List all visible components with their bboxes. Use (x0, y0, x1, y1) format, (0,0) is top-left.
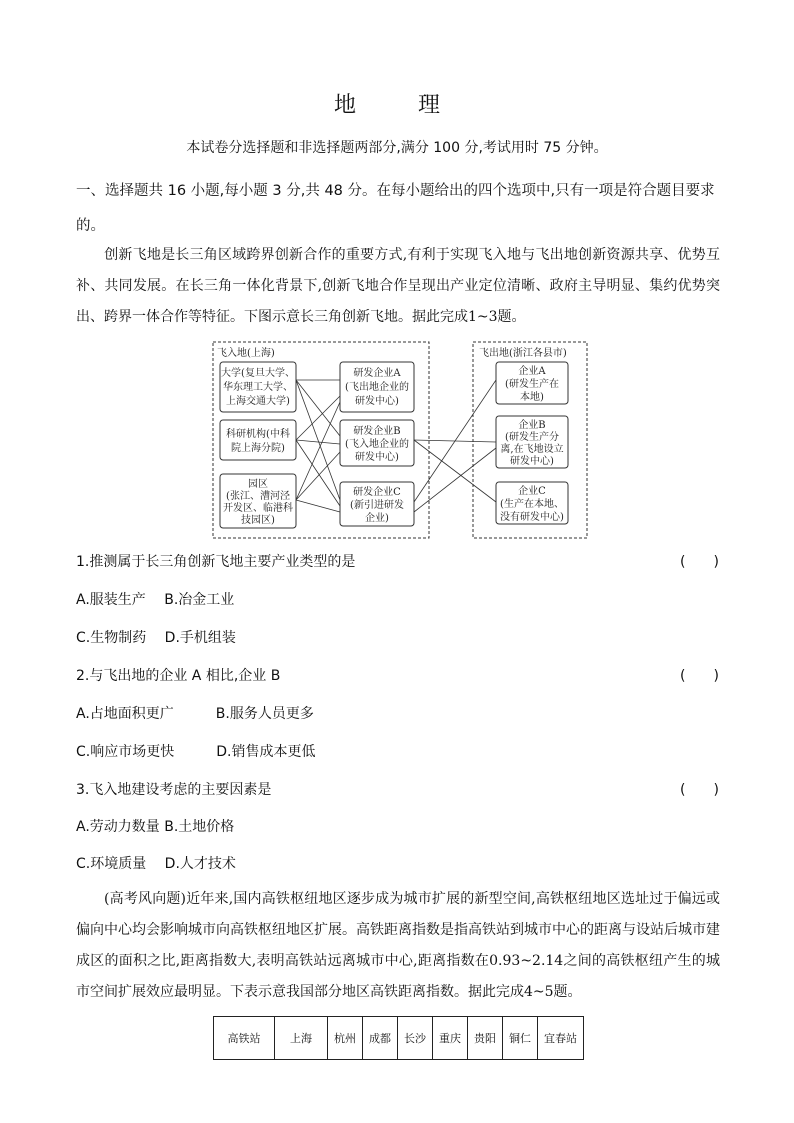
middle-box-1-line-3: 研发中心) (355, 396, 399, 407)
middle-box-2-line-2: (飞入地企业的 (345, 439, 409, 450)
question-3-options-row-2: C.环境质量 D.人才技术 (76, 856, 236, 872)
question-1-stem: 1.推测属于长三角创新飞地主要产业类型的是 (76, 554, 356, 570)
right-box-3-line-3: 没有研发中心) (500, 512, 564, 523)
middle-box-3-line-1: 研发企业C (353, 487, 401, 498)
middle-box-2-line-1: 研发企业B (353, 426, 401, 437)
passage-2: (高考风向题)近年来,国内高铁枢纽地区逐步成为城市扩展的新型空间,高铁枢纽地区选址过于偏远或偏向中心均会影响城市向高铁枢纽地区扩展。高铁距离指数是指高铁站到城市中心的距离与设站后城市建成区的面积之比,距离指数大,表明高铁站远离城市中心,距离指数在0.93~2.14之间的高铁枢纽产生的城市空间扩展效应最明显。下表示意我国部分地区高铁距离指数。据此完成4~5题。 (76, 891, 720, 1000)
left-box-1-line-1: 大学(复旦大学、 (221, 368, 295, 379)
question-3-options-row-1: A.劳动力数量 B.土地价格 (76, 819, 235, 835)
table-header-cell: 长沙 (398, 1017, 433, 1060)
page-title: 地 理 (333, 93, 460, 118)
table-header-cell: 成都 (363, 1017, 398, 1060)
table-header-cell: 上海 (275, 1017, 328, 1060)
right-box-2-line-1: 企业B (518, 420, 546, 431)
table-header-cell: 高铁站 (214, 1017, 275, 1060)
question-1-answer-bracket: ( ) (680, 554, 719, 570)
middle-box-1-line-1: 研发企业A (353, 368, 401, 379)
left-box-1-line-2: 华东理工大学、 (223, 382, 293, 393)
question-2-options-row-1: A.占地面积更广 B.服务人员更多 (76, 706, 314, 722)
question-1-options-row-1: A.服装生产 B.冶金工业 (76, 592, 235, 608)
middle-box-3-line-2: (新引进研发 (350, 500, 404, 511)
passage-1 (76, 240, 720, 333)
middle-box-1-line-2: (飞出地企业的 (345, 382, 409, 393)
left-box-3-line-4: 技园区) (241, 515, 275, 526)
left-box-3-line-2: (张江、漕河泾 (226, 491, 290, 502)
table-header-cell: 贵阳 (468, 1017, 503, 1060)
table-header-cell: 重庆 (433, 1017, 468, 1060)
right-box-1-line-2: (研发生产在 (505, 379, 559, 390)
left-box-2-line-2: 院上海分院) (231, 443, 285, 454)
middle-box-3-line-3: 企业) (365, 513, 389, 524)
left-group-label: 飞入地(上海) (217, 348, 275, 359)
question-2-stem: 2.与飞出地的企业 A 相比,企业 B (76, 668, 281, 684)
middle-box-2-line-3: 研发中心) (355, 452, 399, 463)
question-3-stem: 3.飞入地建设考虑的主要因素是 (76, 782, 272, 798)
rail-distance-table (213, 1016, 584, 1060)
table-header-cell: 宜春站 (538, 1017, 584, 1060)
section-heading: 一、选择题共 16 小题,每小题 3 分,共 48 分。在每小题给出的四个选项中,只有一项是符合题目要求的。 (76, 183, 715, 234)
right-box-2-line-3: 离,在飞地设立 (500, 444, 564, 455)
innovation-enclave-diagram (200, 336, 600, 546)
right-box-1-line-1: 企业A (518, 366, 546, 377)
left-box-3-line-1: 园区 (248, 479, 268, 490)
exam-note: 本试卷分选择题和非选择题两部分,满分 100 分,考试用时 75 分钟。 (186, 140, 608, 156)
left-box-3-line-3: 开发区、临港科 (223, 503, 293, 514)
right-box-2-line-4: 研发中心) (510, 456, 554, 467)
left-box-1-line-3: 上海交通大学) (226, 396, 290, 407)
left-box-2-line-1: 科研机构(中科 (226, 429, 290, 440)
table-row (214, 1017, 584, 1060)
right-box-1-line-3: 本地) (520, 392, 544, 403)
question-2-options-row-2: C.响应市场更快 D.销售成本更低 (76, 744, 316, 760)
table-header-cell: 铜仁 (503, 1017, 538, 1060)
right-group-label: 飞出地(浙江各县市) (479, 348, 567, 359)
question-2-answer-bracket: ( ) (680, 668, 719, 684)
right-box-2-line-2: (研发生产分 (505, 432, 559, 443)
right-box-3-line-2: (生产在本地、 (500, 499, 564, 510)
question-1-options-row-2: C.生物制药 D.手机组装 (76, 630, 236, 646)
right-box-3-line-1: 企业C (518, 486, 546, 497)
passage-1-text: 创新飞地是长三角区域跨界创新合作的重要方式,有利于实现飞入地与飞出地创新资源共享、优势互补、共同发展。在长三角一体化背景下,创新飞地合作呈现出产业定位清晰、政府主导明显、集约优势突出、跨界一体合作等特征。下图示意长三角创新飞地。据此完成1~3题。 (76, 247, 720, 325)
table-header-cell: 杭州 (328, 1017, 363, 1060)
question-3-answer-bracket: ( ) (680, 782, 719, 798)
